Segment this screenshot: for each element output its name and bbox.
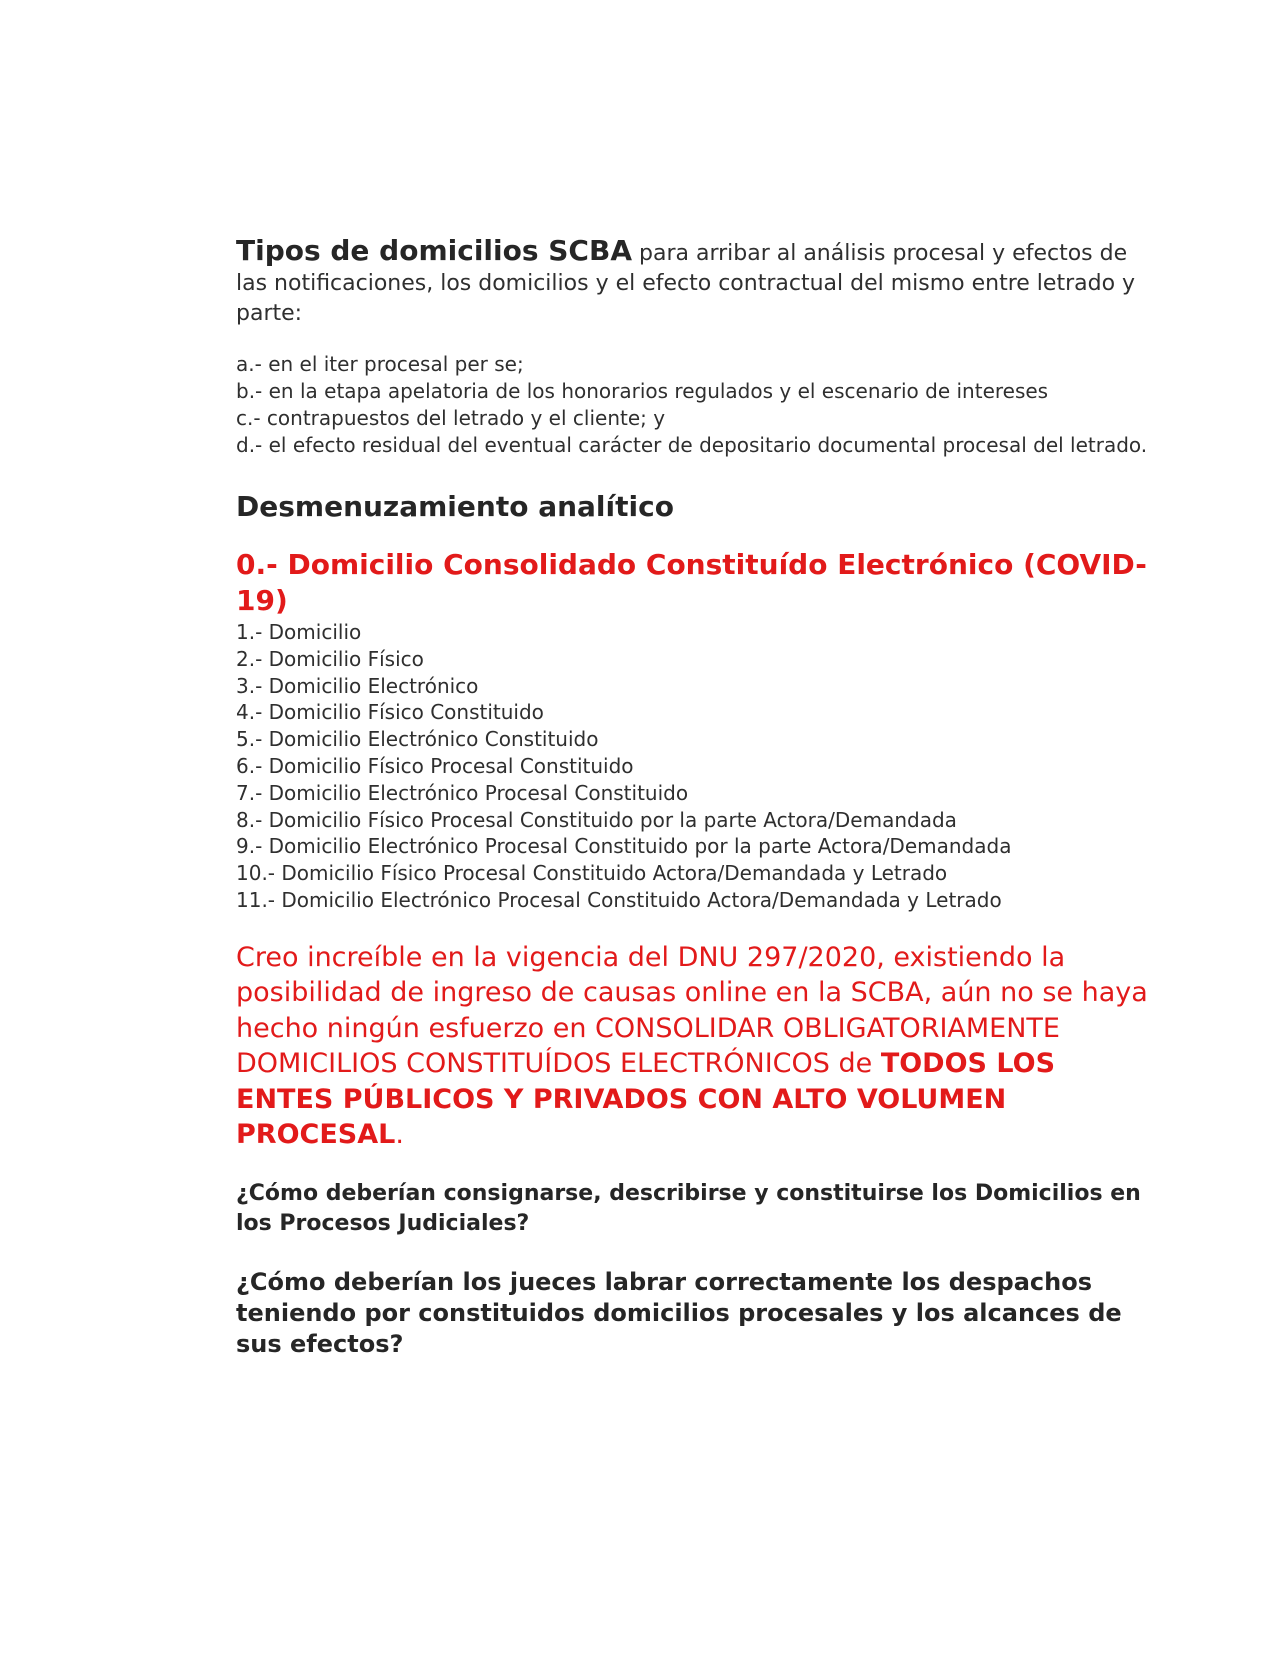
intro-text: para arribar al análisis procesal y efectos de las notificaciones, los domicilios y el efecto contractual del mismo entre letrado y parte:	[236, 241, 1136, 326]
red-paragraph-bold: TODOS LOS ENTES PÚBLICOS Y PRIVADOS CON ALTO VOLUMEN PROCESAL	[236, 1048, 1056, 1151]
list-item: 6.- Domicilio Físico Procesal Constituido	[236, 753, 634, 778]
list-item: b.- en la etapa apelatoria de los honorarios regulados y el escenario de intereses	[236, 379, 1049, 403]
list-item: d.- el efecto residual del eventual carácter de depositario documental procesal del letrado.	[236, 433, 1148, 457]
analysis-points-list	[236, 351, 1156, 459]
list-item: c.- contrapuestos del letrado y el cliente; y	[236, 406, 666, 430]
list-item: 9.- Domicilio Electrónico Procesal Constituido por la parte Actora/Demandada	[236, 834, 1012, 859]
intro-lead: Tipos de domicilios SCBA	[236, 234, 632, 267]
list-item: 2.- Domicilio Físico	[236, 646, 424, 671]
question-1: ¿Cómo deberían consignarse, describirse y constituirse los Domicilios en los Procesos Judiciales?	[236, 1180, 1141, 1236]
list-item: 8.- Domicilio Físico Procesal Constituido por la parte Actora/Demandada	[236, 807, 957, 832]
red-heading: 0.- Domicilio Consolidado Constituído Electrónico (COVID-19)	[236, 548, 1147, 617]
section-title: Desmenuzamiento analítico	[236, 490, 674, 523]
question-2: ¿Cómo deberían los jueces labrar correctamente los despachos teniendo por constituidos domicilios procesales y los alcances de sus efectos?	[236, 1267, 1122, 1358]
list-item: 3.- Domicilio Electrónico	[236, 673, 479, 698]
red-paragraph-end: .	[395, 1119, 404, 1151]
list-item: 5.- Domicilio Electrónico Constituido	[236, 727, 599, 752]
red-paragraph-text: Creo increíble en la vigencia del DNU 297/2020, existiendo la posibilidad de ingreso de causas online en la SCBA, aún no se haya hecho ningún esfuerzo en CONSOLIDAR OBLIGATORIAMENTE DOMICILIOS CONSTITUÍDOS ELECTRÓNICOS de	[236, 941, 1148, 1080]
list-item: 10.- Domicilio Físico Procesal Constituido Actora/Demandada y Letrado	[236, 861, 948, 886]
list-item: 7.- Domicilio Electrónico Procesal Constituido	[236, 780, 689, 805]
intro-paragraph	[236, 236, 1156, 329]
red-paragraph	[236, 940, 1156, 1153]
document-page	[236, 236, 1156, 1360]
domicilios-list	[236, 619, 1156, 914]
list-item: 1.- Domicilio	[236, 620, 362, 644]
list-item: 4.- Domicilio Físico Constituido	[236, 700, 544, 725]
list-item: 11.- Domicilio Electrónico Procesal Constituido Actora/Demandada y Letrado	[236, 887, 1002, 912]
list-item: a.- en el iter procesal per se;	[236, 352, 524, 376]
